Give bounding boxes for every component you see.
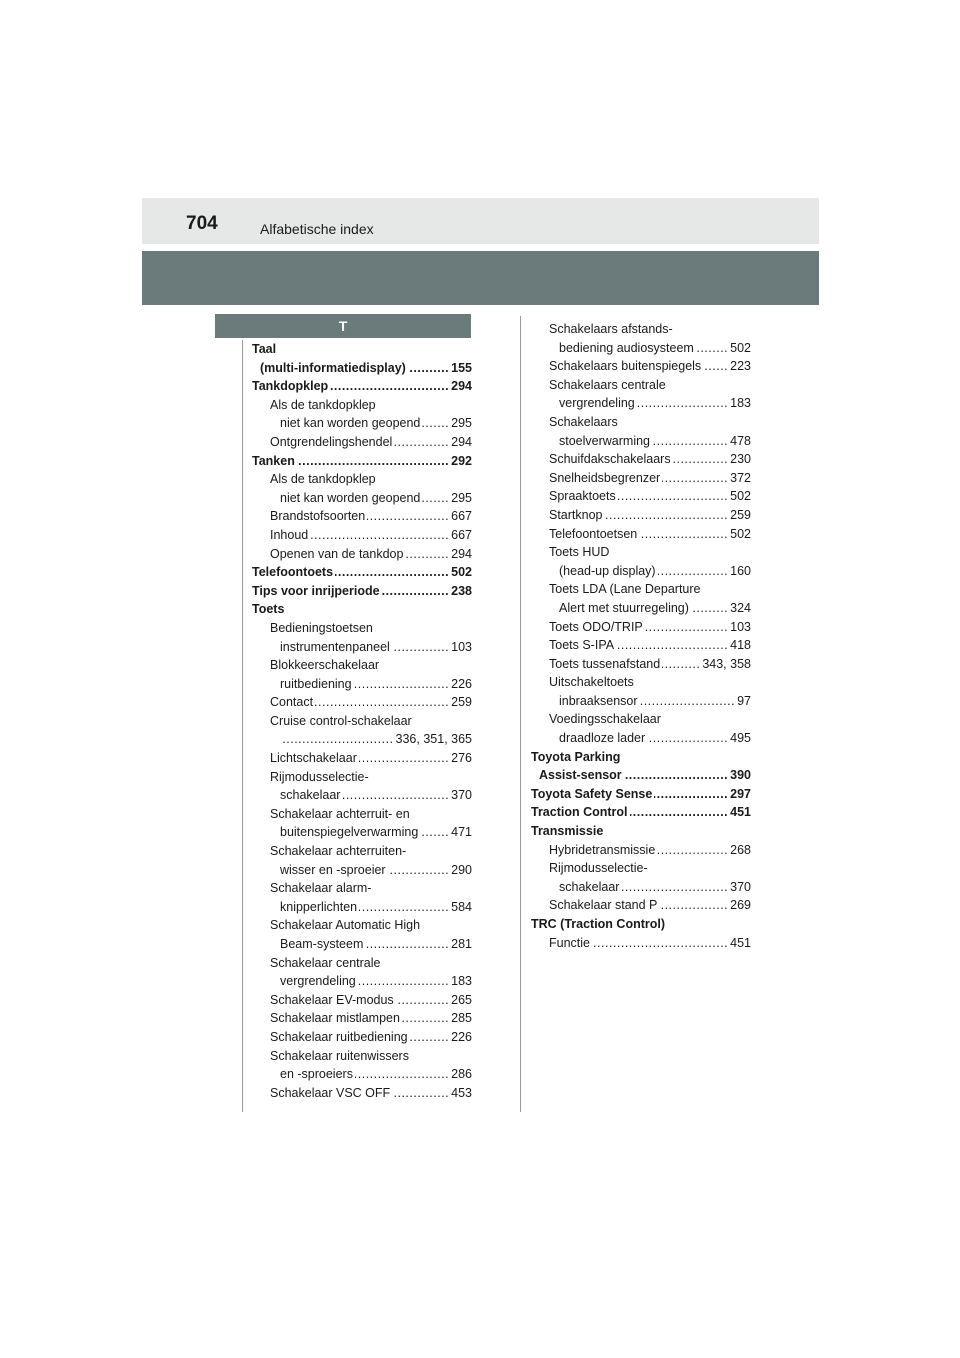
- index-entry-text: schakelaar: [559, 879, 620, 894]
- index-entry-text: Contact: [270, 695, 314, 710]
- index-entry-text: TRC (Traction Control): [531, 917, 666, 931]
- index-column-left: [252, 340, 472, 1102]
- index-entry-page: 370: [730, 879, 751, 894]
- index-entry: [252, 730, 472, 749]
- index-entry-text: Schakelaar EV-modus: [270, 992, 394, 1007]
- dot-leader: [408, 359, 449, 378]
- index-entry-text: vergrendeling: [559, 396, 635, 411]
- section-letter: T: [215, 314, 471, 338]
- dot-leader: [367, 507, 449, 526]
- index-entry-text: bediening audiosysteem: [559, 340, 694, 355]
- index-entry: [252, 1009, 472, 1028]
- index-entry-text: Schakelaars: [549, 414, 618, 429]
- index-entry: [531, 859, 751, 878]
- index-entry-text: (multi-informatiedisplay): [260, 360, 406, 375]
- index-entry-text: Toets LDA (Lane Departure: [549, 582, 701, 597]
- index-entry: [531, 692, 751, 711]
- index-entry-text: Beam-systeem: [280, 937, 364, 951]
- index-entry-text: niet kan worden geopend: [280, 416, 421, 431]
- dot-leader: [703, 357, 728, 376]
- index-entry: [531, 915, 751, 934]
- index-entry-page: 667: [451, 509, 472, 524]
- dot-leader: [392, 638, 449, 657]
- dot-leader: [696, 339, 728, 358]
- index-entry-text: draadloze lader: [559, 731, 646, 746]
- index-entry-text: Ontgrendelingshendel: [270, 434, 393, 449]
- index-entry: [252, 582, 472, 601]
- dot-leader: [297, 452, 449, 471]
- index-entry-page: 160: [730, 563, 751, 578]
- index-entry-text: Toets: [252, 602, 285, 617]
- index-entry-text: Telefoontoets: [252, 565, 334, 580]
- dot-leader: [422, 414, 449, 433]
- dot-leader: [618, 487, 728, 506]
- index-entry-page: 294: [451, 546, 472, 561]
- index-entry-page: 451: [730, 935, 751, 950]
- header-bar: [142, 198, 819, 244]
- index-entry: [252, 879, 472, 898]
- index-entry-page: 292: [451, 453, 472, 468]
- index-entry: [252, 768, 472, 787]
- index-entry: [531, 729, 751, 748]
- index-entry: [252, 414, 472, 433]
- index-entry-text: Schuifdakschakelaars: [549, 452, 671, 467]
- index-entry: [531, 432, 751, 451]
- index-entry-text: (head-up display): [559, 563, 656, 578]
- index-entry-text: Toets HUD: [549, 545, 610, 560]
- index-entry-text: Cruise control-schakelaar: [270, 713, 412, 728]
- index-entry-text: Transmissie: [531, 824, 604, 839]
- index-entry-text: Startknop: [549, 507, 603, 522]
- index-entry-text: Blokkeerschakelaar: [270, 658, 380, 673]
- index-entry-text: Bedieningstoetsen: [270, 620, 373, 635]
- dot-leader: [637, 394, 728, 413]
- index-entry-page: 453: [451, 1085, 472, 1100]
- dot-leader: [355, 1065, 449, 1084]
- index-entry: [252, 340, 472, 359]
- index-entry-page: 502: [730, 489, 751, 504]
- index-entry: [531, 673, 751, 692]
- index-entry-text: buitenspiegelverwarming: [280, 825, 419, 840]
- index-entry-text: Als de tankdopklep: [270, 472, 376, 487]
- index-entry: [531, 841, 751, 860]
- index-entry-text: schakelaar: [280, 788, 341, 803]
- index-entry-page: 286: [451, 1067, 472, 1082]
- index-entry-page: 343, 358: [702, 656, 751, 671]
- index-entry-text: Rijmodusselectie-: [270, 769, 369, 784]
- dot-leader: [647, 729, 728, 748]
- index-entry-text: Schakelaars afstands-: [549, 322, 673, 336]
- index-entry-text: Assist-sensor: [539, 768, 622, 783]
- dot-leader: [652, 432, 728, 451]
- index-entry-text: Schakelaar mistlampen: [270, 1011, 400, 1026]
- index-entry: [252, 972, 472, 991]
- page-title: Alfabetische index: [260, 221, 374, 237]
- index-entry-page: 336, 351, 365: [395, 732, 472, 747]
- index-entry: [252, 452, 472, 471]
- index-entry: [531, 506, 751, 525]
- index-entry-page: 223: [730, 359, 751, 374]
- index-entry-page: 294: [451, 434, 472, 449]
- index-entry-page: 276: [451, 751, 472, 766]
- index-entry-text: Tankdopklep: [252, 379, 329, 394]
- index-entry: [252, 359, 472, 378]
- dot-leader: [420, 823, 449, 842]
- index-entry-text: Rijmodusselectie-: [549, 861, 648, 876]
- dot-leader: [654, 785, 728, 804]
- dot-leader: [673, 450, 729, 469]
- index-entry: [252, 991, 472, 1010]
- index-entry-text: Schakelaar achterruiten-: [270, 844, 407, 859]
- index-entry-page: 324: [730, 600, 751, 615]
- index-entry: [252, 935, 472, 954]
- index-entry: [252, 693, 472, 712]
- index-entry-page: 103: [451, 639, 472, 654]
- index-entry-page: 285: [451, 1011, 472, 1026]
- column-divider-left: [242, 340, 243, 1112]
- dot-leader: [330, 377, 449, 396]
- index-entry-text: Schakelaar centrale: [270, 955, 381, 970]
- index-entry-text: Schakelaar achterruit- en: [270, 806, 410, 821]
- index-entry-text: Schakelaar ruitenwissers: [270, 1048, 409, 1063]
- index-entry: [252, 656, 472, 675]
- index-entry: [531, 376, 751, 395]
- index-entry: [252, 916, 472, 935]
- index-entry: [252, 433, 472, 452]
- index-entry: [531, 803, 751, 822]
- index-entry: [531, 748, 751, 767]
- index-entry-text: Schakelaar VSC OFF: [270, 1085, 391, 1100]
- index-entry-text: stoelverwarming: [559, 433, 651, 448]
- dot-leader: [358, 972, 449, 991]
- index-entry-page: 183: [451, 974, 472, 989]
- index-entry: [252, 470, 472, 489]
- index-entry: [531, 934, 751, 953]
- index-entry-text: Telefoontoetsen: [549, 526, 638, 541]
- index-entry: [531, 394, 751, 413]
- index-entry: [531, 525, 751, 544]
- index-entry: [252, 898, 472, 917]
- index-entry-text: niet kan worden geopend: [280, 490, 421, 505]
- index-entry: [531, 822, 751, 841]
- dot-leader: [394, 433, 449, 452]
- index-entry-page: 97: [737, 693, 751, 708]
- dot-leader: [359, 749, 449, 768]
- index-entry: [252, 842, 472, 861]
- dot-leader: [354, 675, 450, 694]
- dot-leader: [657, 841, 728, 860]
- dot-leader: [402, 1009, 449, 1028]
- index-entry-page: 372: [730, 470, 751, 485]
- index-entry: [252, 526, 472, 545]
- index-entry: [252, 749, 472, 768]
- index-entry-page: 502: [451, 565, 472, 580]
- index-entry-page: 103: [730, 619, 751, 634]
- index-entry-text: ruitbediening: [280, 676, 352, 691]
- index-entry: [252, 545, 472, 564]
- dot-leader: [388, 861, 450, 880]
- page-number: 704: [186, 213, 218, 234]
- index-entry: [252, 712, 472, 731]
- index-entry-page: 265: [451, 992, 472, 1007]
- index-entry-page: 290: [451, 862, 472, 877]
- index-entry: [252, 396, 472, 415]
- index-entry: [531, 413, 751, 432]
- index-entry-text: Voedingsschakelaar: [549, 712, 661, 727]
- index-entry-page: 390: [730, 768, 751, 783]
- dot-leader: [639, 525, 728, 544]
- index-entry: [531, 487, 751, 506]
- index-entry: [531, 599, 751, 618]
- index-entry-text: Inhoud: [270, 527, 309, 542]
- dot-leader: [616, 636, 728, 655]
- index-entry-text: Functie: [549, 935, 590, 950]
- dot-leader: [405, 545, 449, 564]
- index-entry: [531, 469, 751, 488]
- dot-leader: [658, 562, 729, 581]
- index-entry: [252, 1084, 472, 1103]
- index-entry-page: 230: [730, 452, 751, 467]
- dot-leader: [630, 803, 729, 822]
- index-entry-text: Toets tussenafstand: [549, 656, 661, 671]
- index-entry: [531, 339, 751, 358]
- dot-leader: [645, 618, 728, 637]
- index-entry-page: 226: [451, 676, 472, 691]
- index-entry-text: Openen van de tankdop: [270, 546, 404, 561]
- index-entry-text: Alert met stuurregeling): [559, 600, 689, 615]
- index-entry-page: 502: [730, 340, 751, 355]
- index-entry: [252, 823, 472, 842]
- index-entry-text: Uitschakeltoets: [549, 675, 634, 690]
- index-entry: [252, 786, 472, 805]
- index-entry-page: 268: [730, 842, 751, 857]
- index-entry-text: Toyota Safety Sense: [531, 786, 653, 801]
- index-entry-text: Schakelaar Automatic High: [270, 918, 421, 933]
- index-entry: [531, 580, 751, 599]
- index-entry: [531, 450, 751, 469]
- index-entry-text: Tips voor inrijperiode: [252, 583, 380, 598]
- dot-leader: [359, 898, 449, 917]
- index-entry: [252, 1065, 472, 1084]
- index-entry-text: Als de tankdopklep: [270, 397, 376, 412]
- index-entry-page: 183: [730, 396, 751, 411]
- dot-leader: [410, 1028, 450, 1047]
- index-entry: [531, 320, 751, 339]
- index-entry-text: Schakelaar alarm-: [270, 881, 372, 896]
- index-entry: [252, 1047, 472, 1066]
- dot-leader: [592, 934, 728, 953]
- index-entry-page: 451: [730, 805, 751, 820]
- index-entry-page: 297: [730, 786, 751, 801]
- index-entry-text: Tanken: [252, 453, 295, 468]
- index-entry-text: Lichtschakelaar: [270, 751, 357, 766]
- index-entry: [252, 619, 472, 638]
- index-entry: [531, 655, 751, 674]
- index-entry-text: Spraaktoets: [549, 489, 616, 504]
- dot-leader: [662, 469, 728, 488]
- index-entry-text: Toets S-IPA: [549, 638, 615, 653]
- dot-leader: [691, 599, 728, 618]
- index-entry-page: 418: [730, 638, 751, 653]
- dot-leader: [624, 766, 728, 785]
- index-entry-text: Taal: [252, 342, 277, 356]
- index-entry-page: 226: [451, 1029, 472, 1044]
- header-band: [142, 251, 819, 305]
- index-entry: [252, 954, 472, 973]
- index-entry-page: 259: [451, 695, 472, 710]
- dot-leader: [396, 991, 449, 1010]
- index-entry-page: 281: [451, 937, 472, 951]
- dot-leader: [659, 896, 728, 915]
- dot-leader: [282, 730, 394, 749]
- dot-leader: [382, 582, 450, 601]
- index-entry-text: Traction Control: [531, 805, 628, 820]
- index-entry-page: 294: [451, 379, 472, 394]
- index-column-right: [531, 320, 751, 952]
- dot-leader: [310, 526, 449, 545]
- dot-leader: [605, 506, 729, 525]
- index-entry-page: 269: [730, 898, 751, 913]
- index-entry-text: vergrendeling: [280, 974, 356, 989]
- index-entry-text: instrumentenpaneel: [280, 639, 390, 654]
- index-entry-page: 495: [730, 731, 751, 746]
- dot-leader: [640, 692, 736, 711]
- dot-leader: [335, 563, 449, 582]
- index-entry-text: knipperlichten: [280, 899, 358, 914]
- index-entry-text: Brandstofsoorten: [270, 509, 366, 524]
- dot-leader: [422, 489, 449, 508]
- dot-leader: [392, 1084, 449, 1103]
- index-entry-text: en -sproeiers: [280, 1067, 353, 1082]
- index-entry: [252, 805, 472, 824]
- index-entry-page: 238: [451, 583, 472, 598]
- index-entry-text: Toyota Parking: [531, 749, 621, 764]
- index-entry-page: 471: [451, 825, 472, 840]
- index-entry-page: 584: [451, 899, 472, 914]
- index-entry-text: Schakelaar ruitbediening: [270, 1029, 408, 1044]
- dot-leader: [621, 878, 728, 897]
- index-entry: [252, 1028, 472, 1047]
- index-entry-text: Hybridetransmissie: [549, 842, 656, 857]
- index-entry: [531, 636, 751, 655]
- index-entry: [531, 543, 751, 562]
- index-entry: [531, 710, 751, 729]
- index-entry: [531, 562, 751, 581]
- index-entry-page: 295: [451, 490, 472, 505]
- index-entry-text: Toets ODO/TRIP: [549, 619, 643, 634]
- index-entry-text: inbraaksensor: [559, 693, 638, 708]
- index-entry: [252, 675, 472, 694]
- index-entry: [531, 896, 751, 915]
- index-entry-page: 370: [451, 788, 472, 803]
- index-entry: [252, 377, 472, 396]
- index-entry-page: 667: [451, 527, 472, 542]
- index-entry-text: Schakelaars centrale: [549, 377, 666, 392]
- dot-leader: [315, 693, 449, 712]
- index-entry: [252, 600, 472, 619]
- index-entry-text: Schakelaar stand P: [549, 898, 658, 913]
- index-entry: [252, 489, 472, 508]
- index-entry: [531, 766, 751, 785]
- index-entry-text: Schakelaars buitenspiegels: [549, 359, 702, 374]
- index-entry: [252, 861, 472, 880]
- index-entry: [252, 507, 472, 526]
- index-entry-page: 259: [730, 507, 751, 522]
- column-divider-right: [520, 316, 521, 1112]
- index-entry: [531, 878, 751, 897]
- dot-leader: [365, 935, 449, 954]
- dot-leader: [662, 655, 700, 674]
- index-entry-text: wisser en -sproeier: [280, 862, 386, 877]
- index-entry: [252, 638, 472, 657]
- index-entry-text: Snelheidsbegrenzer: [549, 470, 661, 485]
- index-entry-page: 295: [451, 416, 472, 431]
- index-entry: [531, 618, 751, 637]
- index-entry: [531, 785, 751, 804]
- index-entry: [252, 563, 472, 582]
- index-entry-page: 478: [730, 433, 751, 448]
- dot-leader: [342, 786, 449, 805]
- index-entry-page: 155: [451, 360, 472, 375]
- index-entry-page: 502: [730, 526, 751, 541]
- index-entry: [531, 357, 751, 376]
